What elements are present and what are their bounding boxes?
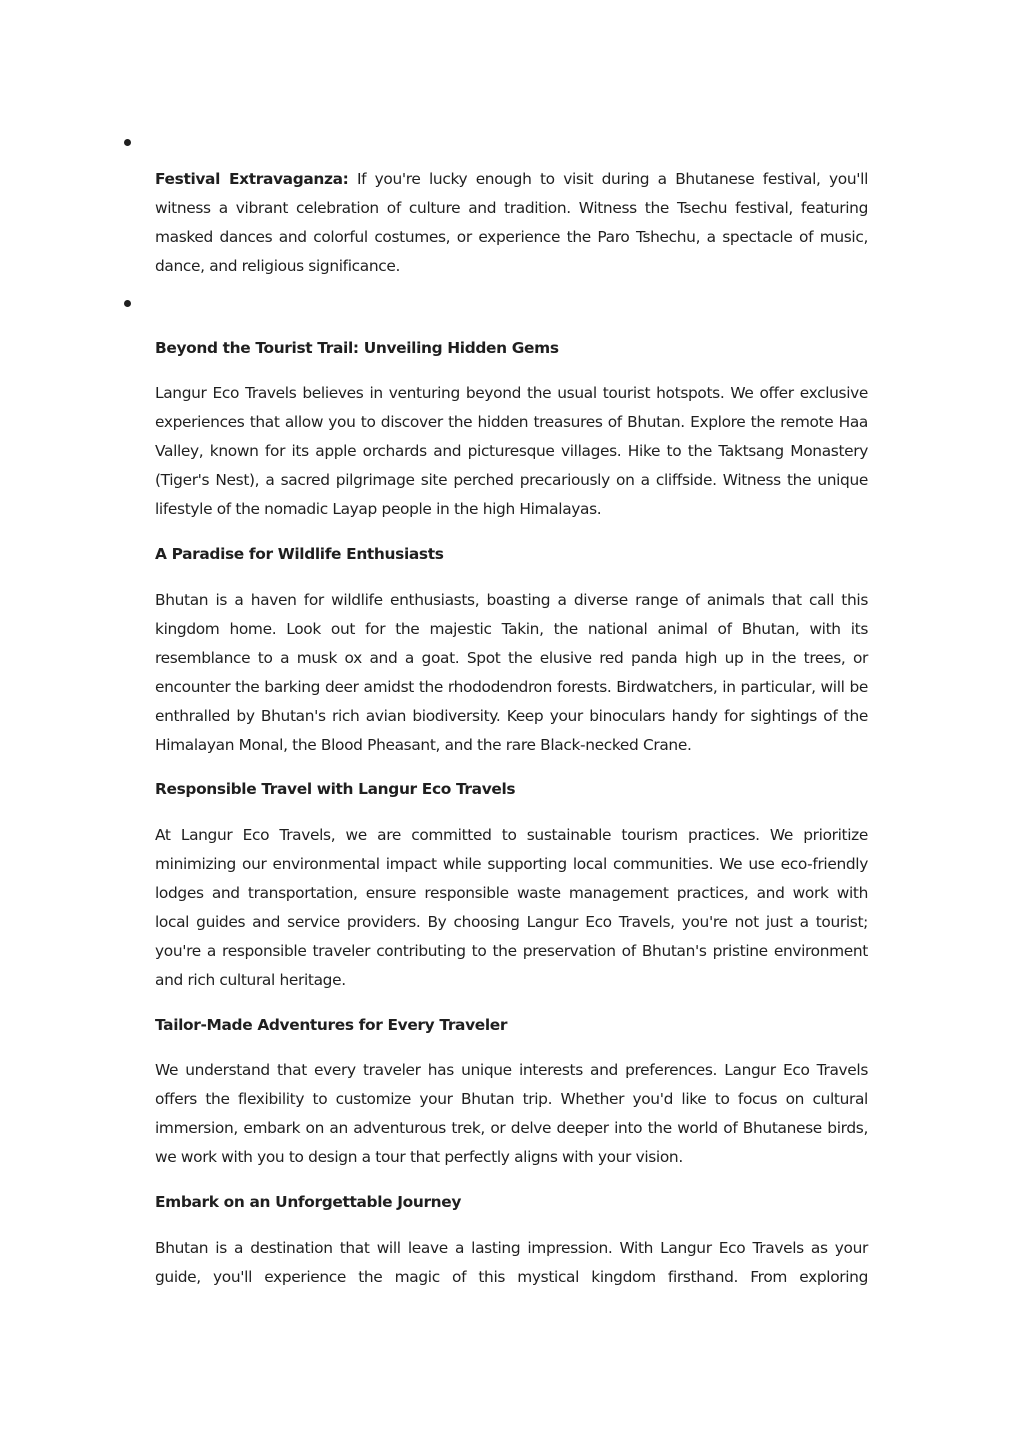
festival-paragraph: [155, 165, 868, 281]
section-responsible: [155, 775, 868, 804]
section-journey: [155, 1188, 868, 1217]
section-tailor-made: [155, 1011, 868, 1040]
festival-lead: Festival Extravaganza:: [155, 170, 349, 188]
section-heading: Responsible Travel with Langur Eco Travels: [155, 780, 516, 798]
section-heading: Tailor-Made Adventures for Every Traveler: [155, 1016, 508, 1034]
section-paragraph: At Langur Eco Travels, we are committed to sustainable tourism practices. We prioritize minimizing our environmental impact while supporting local communities. We use eco-friendly lodges and transportation, ensure responsible waste management practices, and work with local guides and service providers. By choosing Langur Eco Travels, you're not just a tourist; you're a responsible traveler contributing to the preservation of Bhutan's pristine environment and rich cultural heritage.: [155, 826, 868, 989]
festival-text: If you're lucky enough to visit during a Bhutanese festival, you'll witness a vibrant celebration of culture and tradition. Witness the Tsechu festival, featuring masked dances and colorful costumes, or experience the Paro Tshechu, a spectacle of music, dance, and religious significance.: [155, 170, 868, 275]
section-hidden-gems-body: [155, 379, 868, 524]
section-journey-body: [155, 1234, 868, 1292]
section-hidden-gems: [155, 334, 868, 363]
section-paragraph: Bhutan is a destination that will leave a lasting impression. With Langur Eco Travels as your guide, you'll experience the magic of this mystical kingdom firsthand. From exploring: [155, 1239, 868, 1286]
section-wildlife-body: [155, 586, 868, 760]
list-bullet-2: [124, 300, 131, 307]
section-tailor-made-body: [155, 1056, 868, 1172]
festival-item: [155, 165, 868, 281]
section-heading: Embark on an Unforgettable Journey: [155, 1193, 462, 1211]
section-paragraph: Bhutan is a haven for wildlife enthusiasts, boasting a diverse range of animals that call this kingdom home. Look out for the majestic Takin, the national animal of Bhutan, with its resemblance to a musk ox and a goat. Spot the elusive red panda high up in the trees, or encounter the barking deer amidst the rhododendron forests. Birdwatchers, in particular, will be enthralled by Bhutan's rich avian biodiversity. Keep your binoculars handy for sightings of the Himalayan Monal, the Blood Pheasant, and the rare Black-necked Crane.: [155, 591, 868, 754]
section-heading: Beyond the Tourist Trail: Unveiling Hidden Gems: [155, 339, 559, 357]
section-responsible-body: [155, 821, 868, 995]
section-paragraph: Langur Eco Travels believes in venturing beyond the usual tourist hotspots. We offer exclusive experiences that allow you to discover the hidden treasures of Bhutan. Explore the remote Haa Valley, known for its apple orchards and picturesque villages. Hike to the Taktsang Monastery (Tiger's Nest), a sacred pilgrimage site perched precariously on a cliffside. Witness the unique lifestyle of the nomadic Layap people in the high Himalayas.: [155, 384, 868, 518]
list-bullet-1: [124, 139, 131, 146]
section-paragraph: We understand that every traveler has unique interests and preferences. Langur Eco Travels offers the flexibility to customize your Bhutan trip. Whether you'd like to focus on cultural immersion, embark on an adventurous trek, or delve deeper into the world of Bhutanese birds, we work with you to design a tour that perfectly aligns with your vision.: [155, 1061, 868, 1166]
section-wildlife: [155, 540, 868, 569]
section-heading: A Paradise for Wildlife Enthusiasts: [155, 545, 444, 563]
